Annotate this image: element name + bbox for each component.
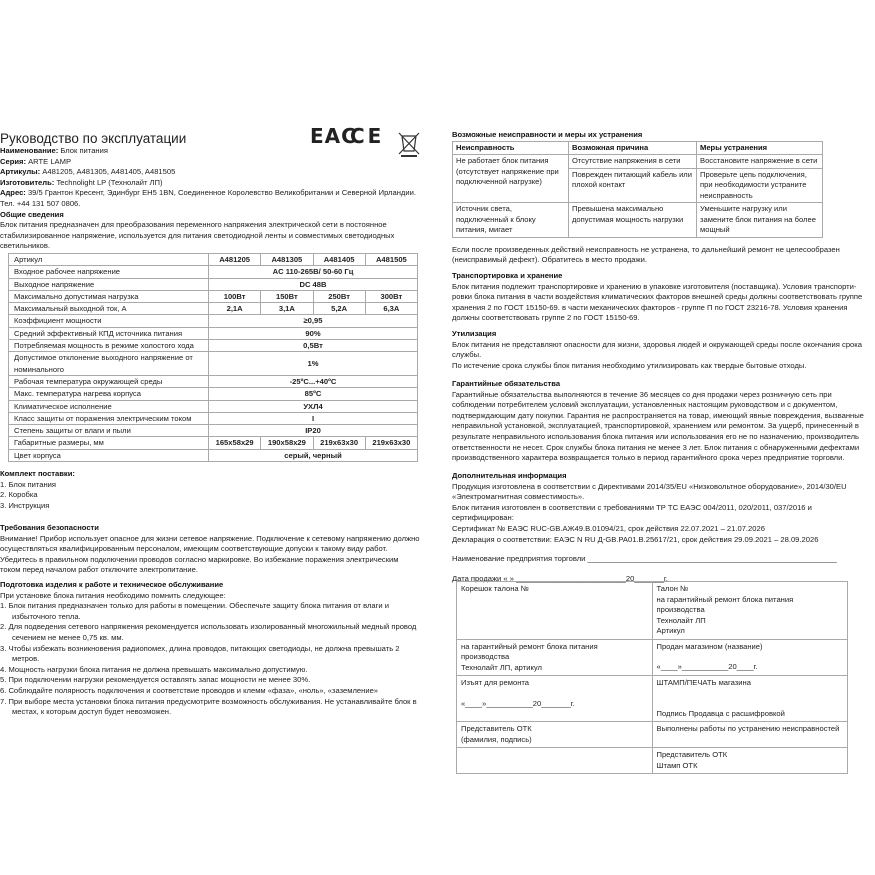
weee-bin-icon [398,132,420,158]
coupon-text: на гарантийный ремонт блока питания производства [656,594,794,614]
sale-date-field[interactable]: Дата продажи « » __________________________20_______г. [452,573,668,583]
header-field [0,167,440,178]
sold-by-field[interactable]: Продан магазином (название) [656,641,763,651]
header-cell: A481505 [365,254,417,266]
coupon-number[interactable]: Талон № [656,584,689,593]
ce-mark: CE [350,124,385,148]
table-row [9,352,418,376]
fault-cell: Не работает блок питания (отсутствует напряжение при подключенной нагрузке) [453,155,569,203]
field-label: Изготовитель: [0,177,55,187]
faults-heading: Возможные неисправности и меры их устранения [452,130,643,139]
list-item: 1. Блок питания предназначен только для работы в помещении. Обеспечьте защиту блока питания от влаги и избыточного тепла. [0,601,389,621]
row-label: Максимально допустимая нагрузка [9,290,209,302]
kit-item: 1. Блок питания [0,479,57,489]
row-label: Входное рабочее напряжение [9,266,209,278]
stub-article[interactable]: Технолайт ЛП, артикул [461,662,542,672]
table-row [9,315,418,327]
sold-date-field[interactable]: «____»___________20____г. [656,662,758,671]
transport-heading: Транспортировка и хранение [452,271,563,280]
cell-value: 250Вт [313,290,365,302]
cell-value: 3,1А [261,303,313,315]
header-field [0,188,440,199]
col-fix: Меры устранения [700,142,768,152]
table-row [9,375,418,387]
kit-item: 2. Коробка [0,490,38,500]
cell-value: AC 110-265В/ 50-60 Гц [209,266,418,278]
qc-rep-signature[interactable]: (фамилия, подпись) [461,734,532,744]
coupon-text: Технолайт ЛП [656,615,706,625]
table-row [9,425,418,437]
spec-table [8,253,418,462]
shop-stamp: ШТАМП/ПЕЧАТЬ магазина [656,678,751,687]
prep-intro: При установке блока питания необходимо помнить следующее: [0,590,226,600]
warranty-card-table [456,581,848,774]
stub-text: на гарантийный ремонт блока питания производства [461,641,598,661]
field-label: Наименование: [0,146,59,155]
additional-heading: Дополнительная информация [452,471,567,480]
cause-cell: Отсутствие напряжения в сети [569,155,697,169]
row-label: Габаритные размеры, мм [9,437,209,449]
field-value: ARTE LAMP [28,156,72,166]
seller-field[interactable]: Наименование предприятия торговли ___________________________________________________________ [452,554,837,564]
phone: Тел. +44 131 507 0806. [0,198,81,208]
header-cell: A481205 [209,254,261,266]
table-row [9,449,418,461]
general-text: Блок питания предназначен для преобразования переменного напряжения электрической сети в постоянное стабилизированное напряжение, используется для питания светодиодной ленты и совместимых светодиодных светильников. [0,220,395,251]
seller-signature[interactable]: Подпись Продавца с расшифровкой [656,708,785,718]
disposal-heading: Утилизация [452,329,497,338]
row-label: Класс защиты от поражения электрическим током [9,412,209,424]
empty-cell [457,748,653,774]
header-cell: A481405 [313,254,365,266]
row-label: Коэффициент мощности [9,315,209,327]
row-label: Макс. температура нагрева корпуса [9,388,209,400]
col-fault: Неисправность [456,142,515,152]
cell-value: IP20 [209,425,418,437]
row-label: Максимальный выходной ток, А [9,303,209,315]
row-label: Степень защиты от влаги и пыли [9,425,209,437]
field-label: Адрес: [0,188,26,198]
col-cause: Возможная причина [572,142,649,152]
cell-value: 0,5Вт [209,340,418,352]
cell-value: 85ºC [209,388,418,400]
cell-value: 2,1А [209,303,261,315]
header-cell: Артикул [9,254,209,266]
table-row [9,278,418,290]
safety-heading: Требования безопасности [0,523,99,532]
list-item: 5. При подключении нагрузки рекомендуется оставлять запас мощности не менее 30%. [0,675,311,685]
row-label: Климатическое исполнение [9,400,209,412]
table-row [9,266,418,278]
kit-item: 3. Инструкция [0,500,50,510]
field-label: Серия: [0,156,26,166]
withdrawn-date-field[interactable]: «____»___________20_______г. [461,698,575,708]
field-label: Артикулы: [0,167,41,177]
table-row [9,254,418,266]
header-field [0,178,440,189]
cell-value: 90% [209,327,418,339]
transport-text: Блок питания подлежит транспортировке и хранению в упаковке изготовителя (поставщика). Условия транспорти-ровки блока питания в части воздействия климатических факторов внешней среды должны соответствовать группе хранения 2 по ГОСТ 15150-69. в части механических факторов - группе П по ГОСТ 23216-78. Условия хранения должны соответствовать группе 2 по ГОСТ 15150-69. [452,281,863,323]
additional-line: Продукция изготовлена в соответствии с Директивами 2014/35/EU «Низковольтное оборудование», 2014/30/EU «Электромагнитная совместимость». [452,481,847,502]
field-value: 39/5 Грантон Кресент, Эдинбург EH5 1BN, Соединенное Королевство Великобритании и Северной Ирландии. [27,188,416,198]
page-title: Руководство по эксплуатации [0,131,187,146]
disposal-text: По истечение срока службы блок питания необходимо утилизировать как твердые бытовые отходы. [452,360,807,370]
table-row [9,400,418,412]
stub-number[interactable]: Корешок талона № [457,582,653,640]
table-row [9,388,418,400]
header [0,124,440,252]
qc-rep-label: Представитель ОТК [656,750,728,759]
header-field [0,157,440,168]
table-row [9,327,418,339]
row-label: Рабочая температура окружающей среды [9,375,209,387]
cell-value: I [209,412,418,424]
field-value: Technolight LP (Технолайт ЛП) [56,177,163,187]
fix-cell: Уменьшите нагрузку или замените блок питания на более мощный [697,203,823,238]
cell-value: 219x63x30 [365,437,417,449]
cell-value: DC 48В [209,278,418,290]
general-heading: Общие сведения [0,209,64,219]
additional-line: Блок питания изготовлен в соответствии с требованиями ТР ТС ЕАЭС 004/2011, 020/2011, 037/2016 и сертифицирован: [452,502,812,523]
table-row [9,340,418,352]
table-row [9,437,418,449]
field-value: A481205, A481305, A481405, A481505 [42,167,176,177]
list-item: 4. Мощность нагрузки блока питания не должна превышать максимально допустимую. [0,664,308,674]
additional-line: Декларация о соответствии: ЕАЭС N RU Д-GB.PA01.B.25617/21, срок действия 29.09.2021 – 28.09.2026 [452,534,819,544]
list-item: 2. Для подведения сетевого напряжения рекомендуется использовать изолированный многожильный медный провод сечением не менее 0,75 кв. мм. [0,622,417,642]
works-done-field[interactable]: Выполнены работы по устранению неисправностей [652,722,848,748]
row-label: Средний эффективный КПД источника питания [9,327,209,339]
prep-heading: Подготовка изделия к работе и техническое обслуживание [0,580,224,589]
kit-heading: Комплект поставки: [0,469,75,478]
cell-value: 190x58x29 [261,437,313,449]
cell-value: 150Вт [261,290,313,302]
faults-note: Если после произведенных действий неисправность не устранена, то дальнейший ремонт не целесообразен (неисправимый дефект). Обратитесь в место продажи. [452,244,840,265]
cell-value: серый, черный [209,449,418,461]
cell-value: ≥0,95 [209,315,418,327]
cell-value: УХЛ4 [209,400,418,412]
disposal-text: Блок питания не представляют опасности для жизни, здоровья людей и окружающей среды после окончания срока службы. [452,339,862,360]
cell-value: 100Вт [209,290,261,302]
field-value: Блок питания [60,146,108,155]
warranty-text: Гарантийные обязательства выполняются в течение 36 месяцев со дня продажи через розничную сеть при соблюдении потребителем условий эксплуатации, установленных настоящим руководством и с документом, подтверждающим дату покупки. Гарантия не распространяется на товар, имеющий явные повреждения, вызванные неправильной установкой, эксплуатацией, транспортировкой, хранением или ремонтом. За ущерб, принесенный в результате неправильного использования блока питания или использования его не по назначению, производитель ответственности не несет. Срок службы блока питания не менее 3 лет. Блок питания с обнаруженными дефектами производственного характера возвращается только в период гарантийного срока через предприятие торговли. [452,389,864,463]
list-item: 6. Соблюдайте полярность подключения и соответствие проводов и клемм «фаза», «ноль», «заземление» [0,685,379,695]
cause-cell: Превышена максимально допустимая мощность нагрузки [569,203,697,238]
fix-cell: Восстановите напряжение в сети [697,155,823,169]
cause-cell: Поврежден питающий кабель или плохой контакт [569,168,697,203]
cell-value: 219x63x30 [313,437,365,449]
fix-cell: Проверьте цепь подключения, при необходимости устраните неисправность [697,168,823,203]
faults-table [452,141,823,238]
list-item: 3. Чтобы избежать возникновения радиопомех, длина проводов, питающих светодиоды, не должна превышать 2 метров. [0,643,400,664]
table-row [9,412,418,424]
cell-value: 1% [209,352,418,376]
withdrawn-label: Изъят для ремонта [461,678,530,687]
cell-value: 5,2А [313,303,365,315]
coupon-article[interactable]: Артикул [656,626,685,635]
row-label: Допустимое отклонение выходного напряжение от номинального [9,352,209,376]
qc-stamp: Штамп ОТК [656,760,698,770]
table-row [9,303,418,315]
list-item: 7. При выборе места установки блока питания предусмотрите возможность обслуживания. Не устанавливайте блок в местах, к которым доступ будет невозможен. [0,696,417,717]
cell-value: 300Вт [365,290,417,302]
additional-line: Сертификат № ЕАЭС RUC-GB.АЖ49.В.01094/21, срок действия 22.07.2021 – 21.07.2026 [452,523,765,533]
row-label: Выходное напряжение [9,278,209,290]
qc-rep-label: Представитель ОТК [461,724,532,733]
row-label: Потребляемая мощность в режиме холостого хода [9,340,209,352]
fault-cell: Источник света, подключенный к блоку питания, мигает [453,203,569,238]
safety-text: Внимание! Прибор использует опасное для жизни сетевое напряжение. Подключение к сетевому напряжению должно осуществляться квалифицированным персоналом, имеющим соответствующие допуски к такому виду работ. Убедитесь в правильном подключении проводов согласно маркировке. Во избежание поражения электрическим током перед началом работ отключите электропитание. [0,533,420,575]
header-cell: A481305 [261,254,313,266]
warranty-heading: Гарантийные обязательства [452,379,561,388]
cell-value: 6,3А [365,303,417,315]
cell-value: -25ºC...+40ºC [209,375,418,387]
table-row [9,290,418,302]
eac-mark: EAC [310,124,357,148]
cell-value: 165x58x29 [209,437,261,449]
row-label: Цвет корпуса [9,449,209,461]
